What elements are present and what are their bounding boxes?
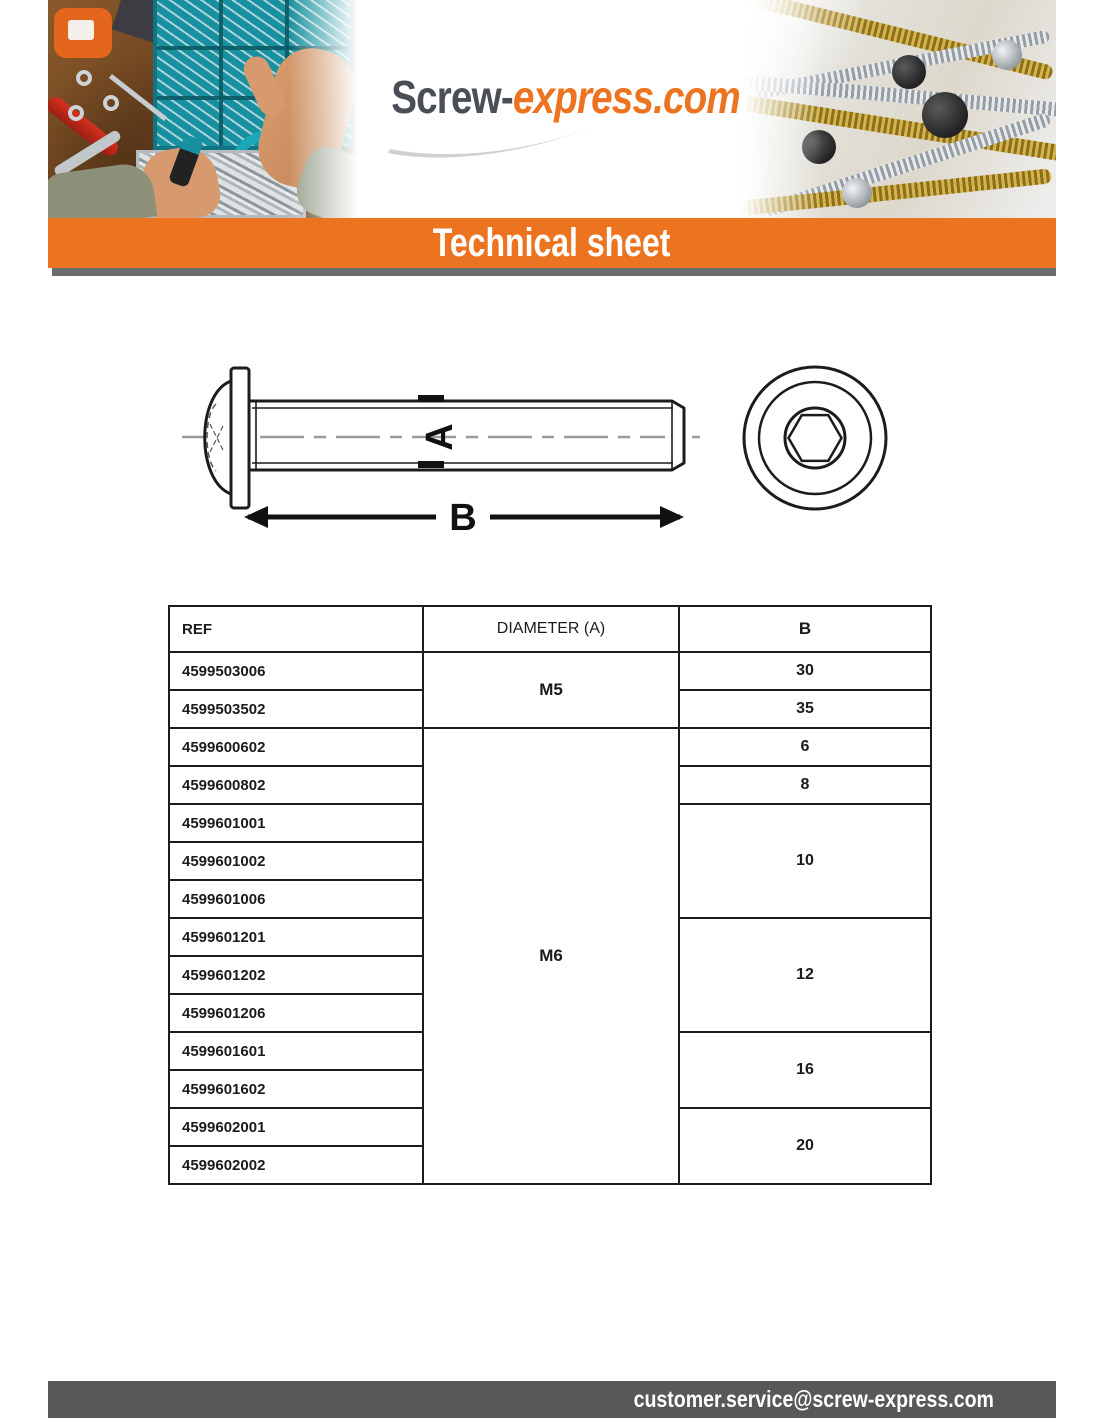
col-header-b: B — [679, 606, 931, 652]
ref-cell: 4599601006 — [169, 880, 423, 918]
length-cell: 6 — [679, 728, 931, 766]
tape-measure — [54, 8, 112, 58]
footer-email: customer.service@screw-express.com — [633, 1386, 994, 1412]
table-row — [169, 652, 931, 690]
ref-cell: 4599601001 — [169, 804, 423, 842]
length-cell: 20 — [679, 1108, 931, 1184]
ref-cell: 4599601206 — [169, 994, 423, 1032]
length-cell: 35 — [679, 690, 931, 728]
length-cell: 30 — [679, 652, 931, 690]
screws-photo — [742, 0, 1056, 218]
screw-head — [922, 92, 968, 138]
footer — [48, 1381, 1056, 1418]
ref-cell: 4599602001 — [169, 1108, 423, 1146]
side-view — [205, 368, 684, 508]
arrowhead-left — [244, 506, 268, 528]
spec-table-body — [169, 652, 931, 1184]
dim-b-arrow — [244, 497, 684, 539]
table-row — [169, 728, 931, 766]
length-cell: 8 — [679, 766, 931, 804]
spec-table — [168, 605, 932, 1185]
banner-shadow — [52, 268, 1056, 276]
diameter-cell: M5 — [423, 652, 679, 728]
dim-label-a: A — [419, 423, 461, 451]
length-cell: 12 — [679, 918, 931, 1032]
header — [0, 0, 1100, 218]
col-header-ref: REF — [169, 606, 423, 652]
flange-circle — [744, 367, 886, 509]
ref-cell: 4599503006 — [169, 652, 423, 690]
ref-cell: 4599601601 — [169, 1032, 423, 1070]
dim-a-tick-bottom — [418, 461, 444, 468]
table-header-row — [169, 606, 931, 652]
col-header-diameter: DIAMETER (A) — [423, 606, 679, 652]
banner — [48, 218, 1056, 268]
screw-head — [992, 40, 1022, 70]
diameter-cell: M6 — [423, 728, 679, 1184]
length-cell: 10 — [679, 804, 931, 918]
washer — [68, 105, 84, 121]
arrowhead-right — [660, 506, 684, 528]
ref-cell: 4599503502 — [169, 690, 423, 728]
shaft — [249, 401, 684, 470]
photo-fade — [288, 0, 358, 218]
flange — [231, 368, 249, 508]
end-view — [744, 367, 886, 509]
page-title: Technical sheet — [433, 221, 671, 265]
ref-cell: 4599602002 — [169, 1146, 423, 1184]
photo-fade — [742, 0, 822, 218]
washer — [76, 70, 92, 86]
logo-text-secondary: express.com — [512, 71, 740, 123]
ref-cell: 4599601602 — [169, 1070, 423, 1108]
ref-cell: 4599601202 — [169, 956, 423, 994]
dim-label-b: B — [449, 497, 477, 539]
washer — [103, 95, 119, 111]
ref-cell: 4599600802 — [169, 766, 423, 804]
brand-logo — [358, 0, 742, 218]
dim-a-tick-top — [418, 395, 444, 402]
ref-cell: 4599601002 — [169, 842, 423, 880]
workbench-photo — [48, 0, 358, 218]
length-cell: 16 — [679, 1032, 931, 1108]
ref-cell: 4599601201 — [169, 918, 423, 956]
logo-text — [391, 70, 740, 124]
screw-head — [842, 178, 872, 208]
tape-measure-window — [68, 20, 94, 40]
ref-cell: 4599600602 — [169, 728, 423, 766]
logo-text-primary: Screw- — [391, 71, 513, 123]
logo-swoosh-icon — [382, 120, 602, 162]
technical-drawing — [160, 340, 940, 580]
